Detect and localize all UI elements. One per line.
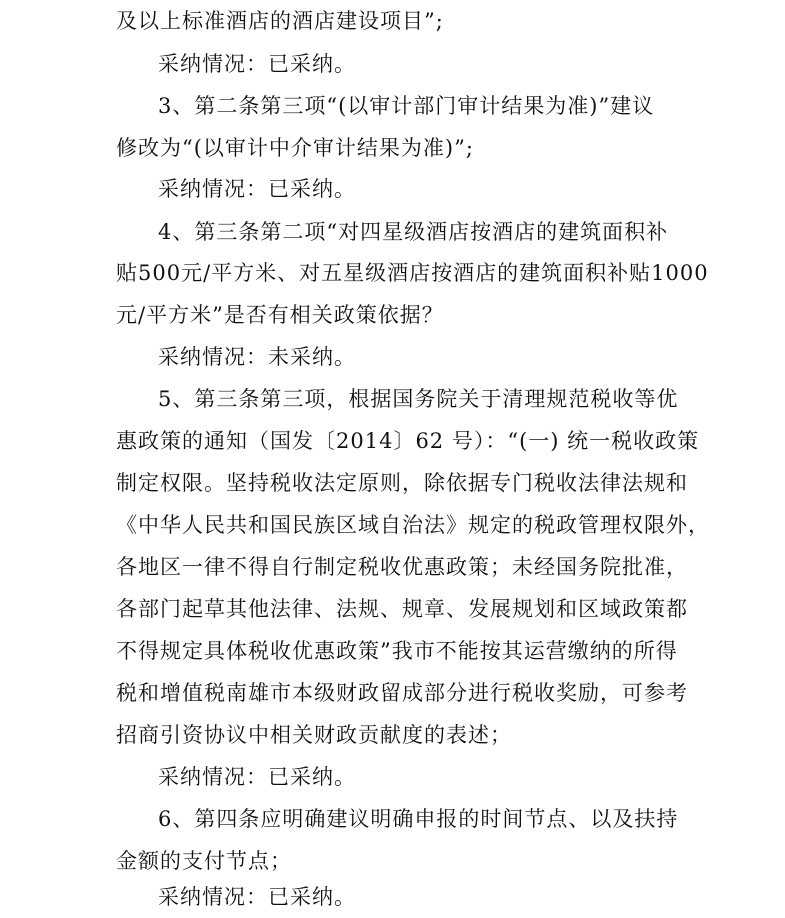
- text-line: 各部门起草其他法律、法规、规章、发展规划和区域政策都: [116, 597, 688, 621]
- adoption-status: 采纳情况：已采纳。: [158, 177, 356, 201]
- text-line: 及以上标准酒店的酒店建设项目”;: [116, 9, 444, 33]
- text-line: 《中华人民共和国民族区域自治法》规定的税政管理权限外，: [116, 513, 710, 537]
- adoption-status: 采纳情况：已采纳。: [158, 765, 356, 789]
- adoption-status: 采纳情况：已采纳。: [158, 885, 356, 909]
- text-line: 金额的支付节点；: [116, 849, 292, 873]
- item-6-heading: 6、第四条应明确建议明确申报的时间节点、以及扶持: [158, 807, 679, 831]
- adoption-status: 采纳情况：未采纳。: [158, 345, 356, 369]
- item-3-heading: 3、第二条第三项“(以审计部门审计结果为准)”建议: [158, 94, 655, 118]
- text-line: 制定权限。坚持税收法定原则，除依据专门税收法律法规和: [116, 471, 688, 495]
- text-line: 贴500元/平方米、对五星级酒店按酒店的建筑面积补贴1000: [116, 261, 709, 285]
- text-line: 修改为“(以审计中介审计结果为准)”;: [116, 136, 474, 160]
- text-line: 各地区一律不得自行制定税收优惠政策；未经国务院批准，: [116, 555, 688, 579]
- item-5-heading: 5、第三条第三项，根据国务院关于清理规范税收等优: [158, 387, 679, 411]
- text-line: 招商引资协议中相关财政贡献度的表述；: [116, 723, 512, 747]
- text-line: 不得规定具体税收优惠政策”我市不能按其运营缴纳的所得: [116, 639, 678, 663]
- text-line: 元/平方米”是否有相关政策依据？: [116, 303, 444, 327]
- text-line: 税和增值税南雄市本级财政留成部分进行税收奖励，可参考: [116, 681, 688, 705]
- item-4-heading: 4、第三条第二项“对四星级酒店按酒店的建筑面积补: [158, 220, 669, 244]
- text-line: 惠政策的通知（国发〔2014〕62 号）：“(一) 统一税收政策: [116, 429, 700, 453]
- adoption-status: 采纳情况：已采纳。: [158, 52, 356, 76]
